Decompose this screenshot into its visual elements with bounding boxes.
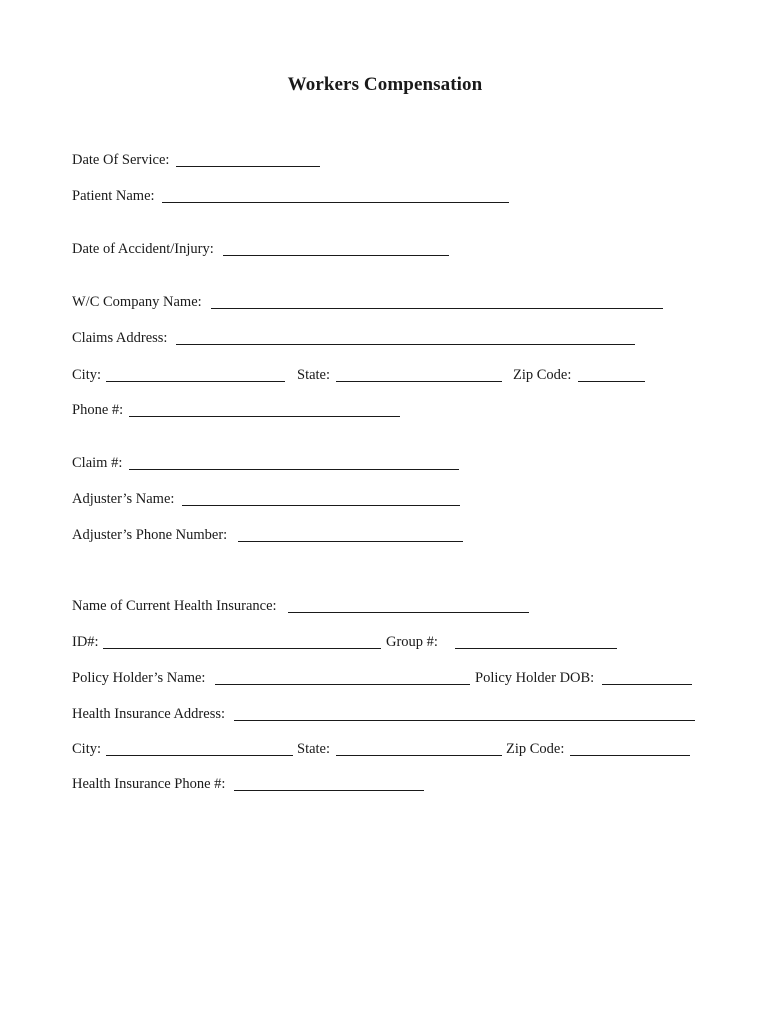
wc-city-label: City: <box>72 367 102 383</box>
claims-address-label: Claims Address: <box>72 330 168 346</box>
wc-state-label: State: <box>297 367 331 383</box>
policy-holder-name-input[interactable] <box>215 684 470 685</box>
wc-company-name-label: W/C Company Name: <box>72 294 202 310</box>
hi-city-input[interactable] <box>106 755 293 756</box>
policy-holder-dob-input[interactable] <box>602 684 692 685</box>
health-insurance-phone-input[interactable] <box>234 790 424 791</box>
policy-holder-name-label: Policy Holder’s Name: <box>72 670 206 686</box>
form-title: Workers Compensation <box>287 74 483 95</box>
claim-number-input[interactable] <box>129 469 459 470</box>
claim-number-label: Claim #: <box>72 455 123 471</box>
adjuster-name-input[interactable] <box>182 505 460 506</box>
date-of-service-label: Date Of Service: <box>72 152 170 168</box>
id-number-label: ID#: <box>72 634 99 650</box>
wc-phone-input[interactable] <box>129 416 400 417</box>
patient-name-input[interactable] <box>162 202 509 203</box>
health-insurance-name-label: Name of Current Health Insurance: <box>72 598 277 614</box>
adjuster-phone-label: Adjuster’s Phone Number: <box>72 527 228 543</box>
adjuster-name-label: Adjuster’s Name: <box>72 491 175 507</box>
wc-zip-input[interactable] <box>578 381 645 382</box>
date-of-service-input[interactable] <box>176 166 320 167</box>
health-insurance-address-input[interactable] <box>234 720 695 721</box>
hi-city-label: City: <box>72 741 102 757</box>
wc-city-input[interactable] <box>106 381 285 382</box>
claims-address-input[interactable] <box>176 344 635 345</box>
date-of-accident-label: Date of Accident/Injury: <box>72 241 214 257</box>
health-insurance-phone-label: Health Insurance Phone #: <box>72 776 226 792</box>
health-insurance-address-label: Health Insurance Address: <box>72 706 226 722</box>
hi-state-label: State: <box>297 741 331 757</box>
adjuster-phone-input[interactable] <box>238 541 463 542</box>
hi-zip-label: Zip Code: <box>506 741 565 757</box>
wc-state-input[interactable] <box>336 381 502 382</box>
hi-state-input[interactable] <box>336 755 502 756</box>
id-number-input[interactable] <box>103 648 381 649</box>
wc-zip-label: Zip Code: <box>513 367 572 383</box>
wc-phone-label: Phone #: <box>72 402 124 418</box>
patient-name-label: Patient Name: <box>72 188 155 204</box>
policy-holder-dob-label: Policy Holder DOB: <box>475 670 595 686</box>
hi-zip-input[interactable] <box>570 755 690 756</box>
health-insurance-name-input[interactable] <box>288 612 529 613</box>
group-number-input[interactable] <box>455 648 617 649</box>
group-number-label: Group #: <box>386 634 438 650</box>
date-of-accident-input[interactable] <box>223 255 449 256</box>
wc-company-name-input[interactable] <box>211 308 663 309</box>
